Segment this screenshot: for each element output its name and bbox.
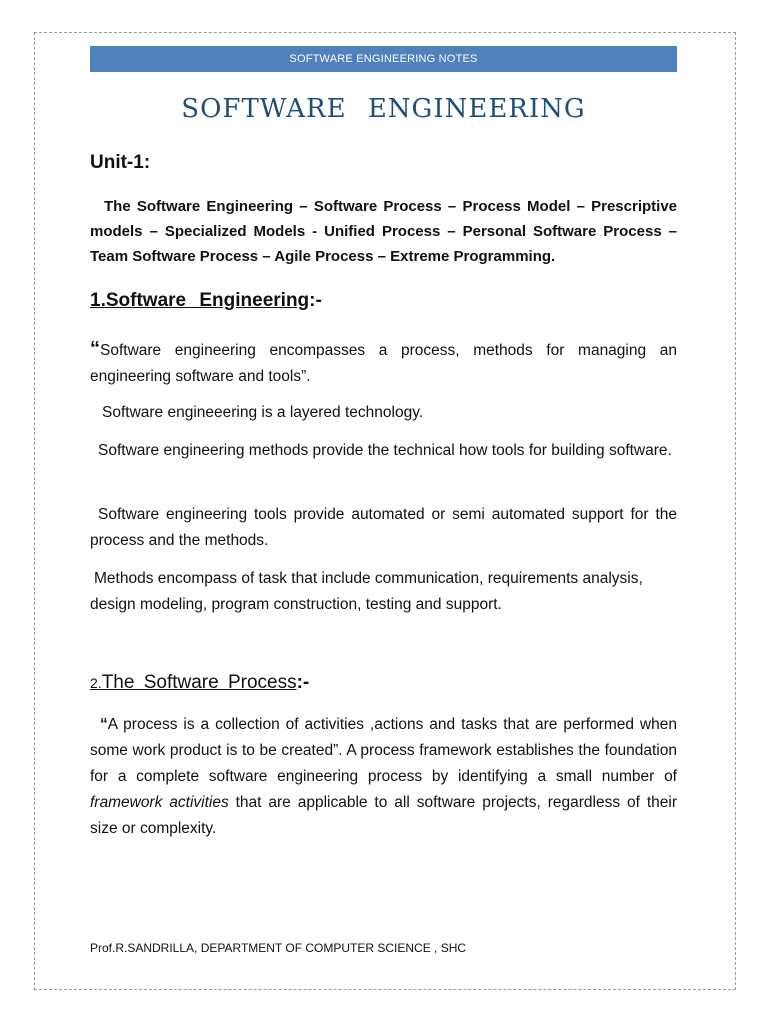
- section-1-paragraph-4: Methods encompass of task that include communication, requirements analysis, design modeling, program construction, testing and support.: [90, 570, 643, 613]
- section-1-paragraph-1: Software engineeering is a layered technology.: [102, 404, 424, 421]
- section-1-quote-mark: “: [90, 338, 100, 360]
- section-2-text-before: A process is a collection of activities ,actions and tasks that are performed when some work product is to be created”. A process framework establishes the foundation for a complete software engineering process by identifying a small number of: [90, 716, 677, 785]
- section-1-paragraph-2: Software engineering methods provide the technical how tools for building software.: [98, 442, 672, 459]
- section-1-paragraph-3: Software engineering tools provide automated or semi automated support for the process and the methods.: [90, 506, 677, 549]
- section-2-heading: [90, 672, 309, 694]
- section-1-definition-text: Software engineering encompasses a process, methods for managing an engineering software and tools”.: [90, 342, 677, 385]
- section-2-paragraph: [90, 712, 677, 842]
- section-2-number: 2.: [90, 675, 102, 691]
- section-2-title: The Software Process: [101, 672, 297, 693]
- section-2-suffix: :-: [296, 672, 310, 693]
- header-bar: [90, 46, 677, 72]
- section-1-definition: [90, 336, 677, 390]
- section-2-text-emphasis: framework activities: [90, 794, 229, 811]
- document-title: SOFTWARE ENGINEERING: [181, 94, 586, 124]
- section-1-number: 1.: [90, 290, 106, 311]
- section-2-quote-mark: “: [100, 716, 108, 733]
- header-bar-text: SOFTWARE ENGINEERING NOTES: [289, 53, 478, 65]
- unit-heading: Unit-1:: [90, 152, 151, 173]
- section-2-text-after: that are applicable to all software projects, regardless of their size or complexity.: [90, 794, 677, 837]
- section-1-heading: [90, 290, 322, 312]
- section-1-title: Software Engineering: [105, 290, 310, 311]
- unit-summary: The Software Engineering – Software Process – Process Model – Prescriptive models – Specialized Models - Unified Process – Personal Software Process – Team Software Process – Agile Process – Extreme Programming.: [90, 198, 677, 265]
- section-1-suffix: :-: [309, 290, 322, 311]
- footer-credit: Prof.R.SANDRILLA, DEPARTMENT OF COMPUTER SCIENCE , SHC: [90, 941, 467, 955]
